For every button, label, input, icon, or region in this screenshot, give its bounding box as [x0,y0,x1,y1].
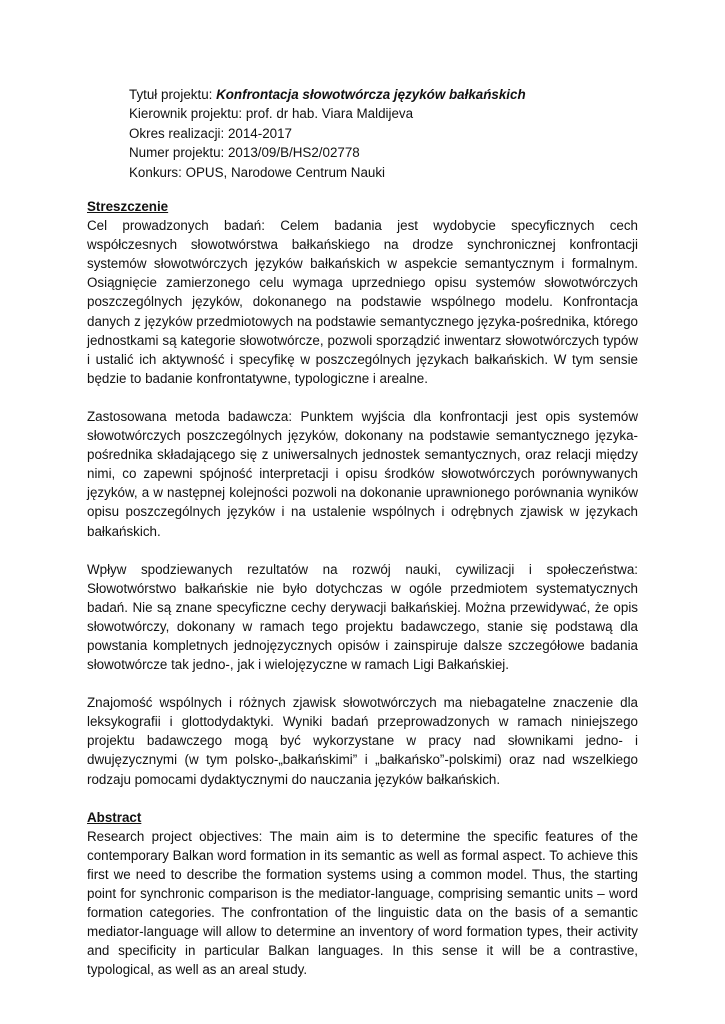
abstract-section [87,808,638,980]
project-number: Numer projektu: 2013/09/B/HS2/02778 [129,145,360,161]
project-title-label: Tytuł projektu: [129,87,217,102]
abstract-heading: Abstract [87,809,142,825]
summary-paragraph-significance: Znajomość wspólnych i różnych zjawisk słowotwórczych ma niebagatelne znaczenie dla leksykografii i glottodydaktyki. Wyniki badań przeprowadzonych w ramach niniejszego projektu badawczego mogą być wykorzystane w pracy nad słownikami jedno- i dwujęzycznymi (w tym polsko-„bałkańskimi” i „bałkańsko”-polskimi) oraz nad wszelkiego rodzaju pomocami dydaktycznymi do nauczania języków bałkańskich. [87,695,638,787]
summary-paragraph-impact: Wpływ spodziewanych rezultatów na rozwój nauki, cywilizacji i społeczeństwa: Słowotwórstwo bałkańskie nie było dotychczas w ogóle przedmiotem systematycznych badań. Nie są znane specyficzne cechy derywacji bałkańskiej. Można przewidywać, że opis słowotwórczy, dokonany w ramach tego projektu badawczego, stanie się podstawą dla powstania kompletnych jednojęzycznych opisów i zainspiruje dalsze szczegółowe badania słowotwórcze tak jedno-, jak i wielojęzyczne w ramach Ligi Bałkańskiej. [87,561,638,673]
summary-paragraph-method: Zastosowana metoda badawcza: Punktem wyjścia dla konfrontacji jest opis systemów słowotwórczych poszczególnych języków, dokonany na podstawie semantycznego języka-pośrednika składającego się z uniwersalnych jednostek semantycznych, oraz relacji między nimi, co zapewni spójność interpretacji i opisu środków słowotwórczych porównywanych języków, a w następnej kolejności pozwoli na dokonanie uprawnionego porównania wyników opisu poszczególnych języków i na ustalenie wspólnych i odrębnych zjawisk w językach bałkańskich. [87,408,638,539]
summary-heading: Streszczenie [87,199,169,214]
project-title-value: Konfrontacja słowotwórcza języków bałkańskich [216,87,526,102]
abstract-paragraph: Research project objectives: The main aim is to determine the specific features of the contemporary Balkan word formation in its semantic as well as formal aspect. To achieve this first we need to describe the formation systems using a common model. Thus, the starting point for synchronic comparison is the mediator-language, comprising semantic units – word formation categories. The confrontation of the linguistic data on the basis of a semantic mediator-language will allow to determine an inventory of word formation types, their activity and specificity in particular Balkan languages. In this sense it will be a contrastive, typological, as well as an areal study. [87,828,638,978]
project-competition: Konkurs: OPUS, Narodowe Centrum Nauki [129,164,386,180]
summary-paragraph-objectives: Cel prowadzonych badań: Celem badania jest wydobycie specyficznych cech współczesnych słowotwórstwa bałkańskiego na drodze synchronicznej konfrontacji systemów słowotwórczych języków bałkańskich w aspekcie semantycznym i formalnym. Osiągnięcie zamierzonego celu wymaga uprzedniego opisu systemów słowotwórczych poszczególnych języków, dokonanego na podstawie wspólnego modelu. Konfrontacja danych z języków przedmiotowych na podstawie semantycznego języka-pośrednika, którego jednostkami są kategorie słowotwórcze, pozwoli sporządzić inwentarz słowotwórczych typów i ustalić ich aktywność i specyfikę w poszczególnych językach bałkańskich. W tym sensie będzie to badanie konfrontatywne, typologiczne i arealne. [87,218,638,386]
project-period: Okres realizacji: 2014-2017 [129,125,293,141]
document-body [87,197,638,979]
project-manager: Kierownik projektu: prof. dr hab. Viara Maldijeva [129,106,414,122]
project-title-line [129,85,649,104]
project-metadata [129,85,649,182]
